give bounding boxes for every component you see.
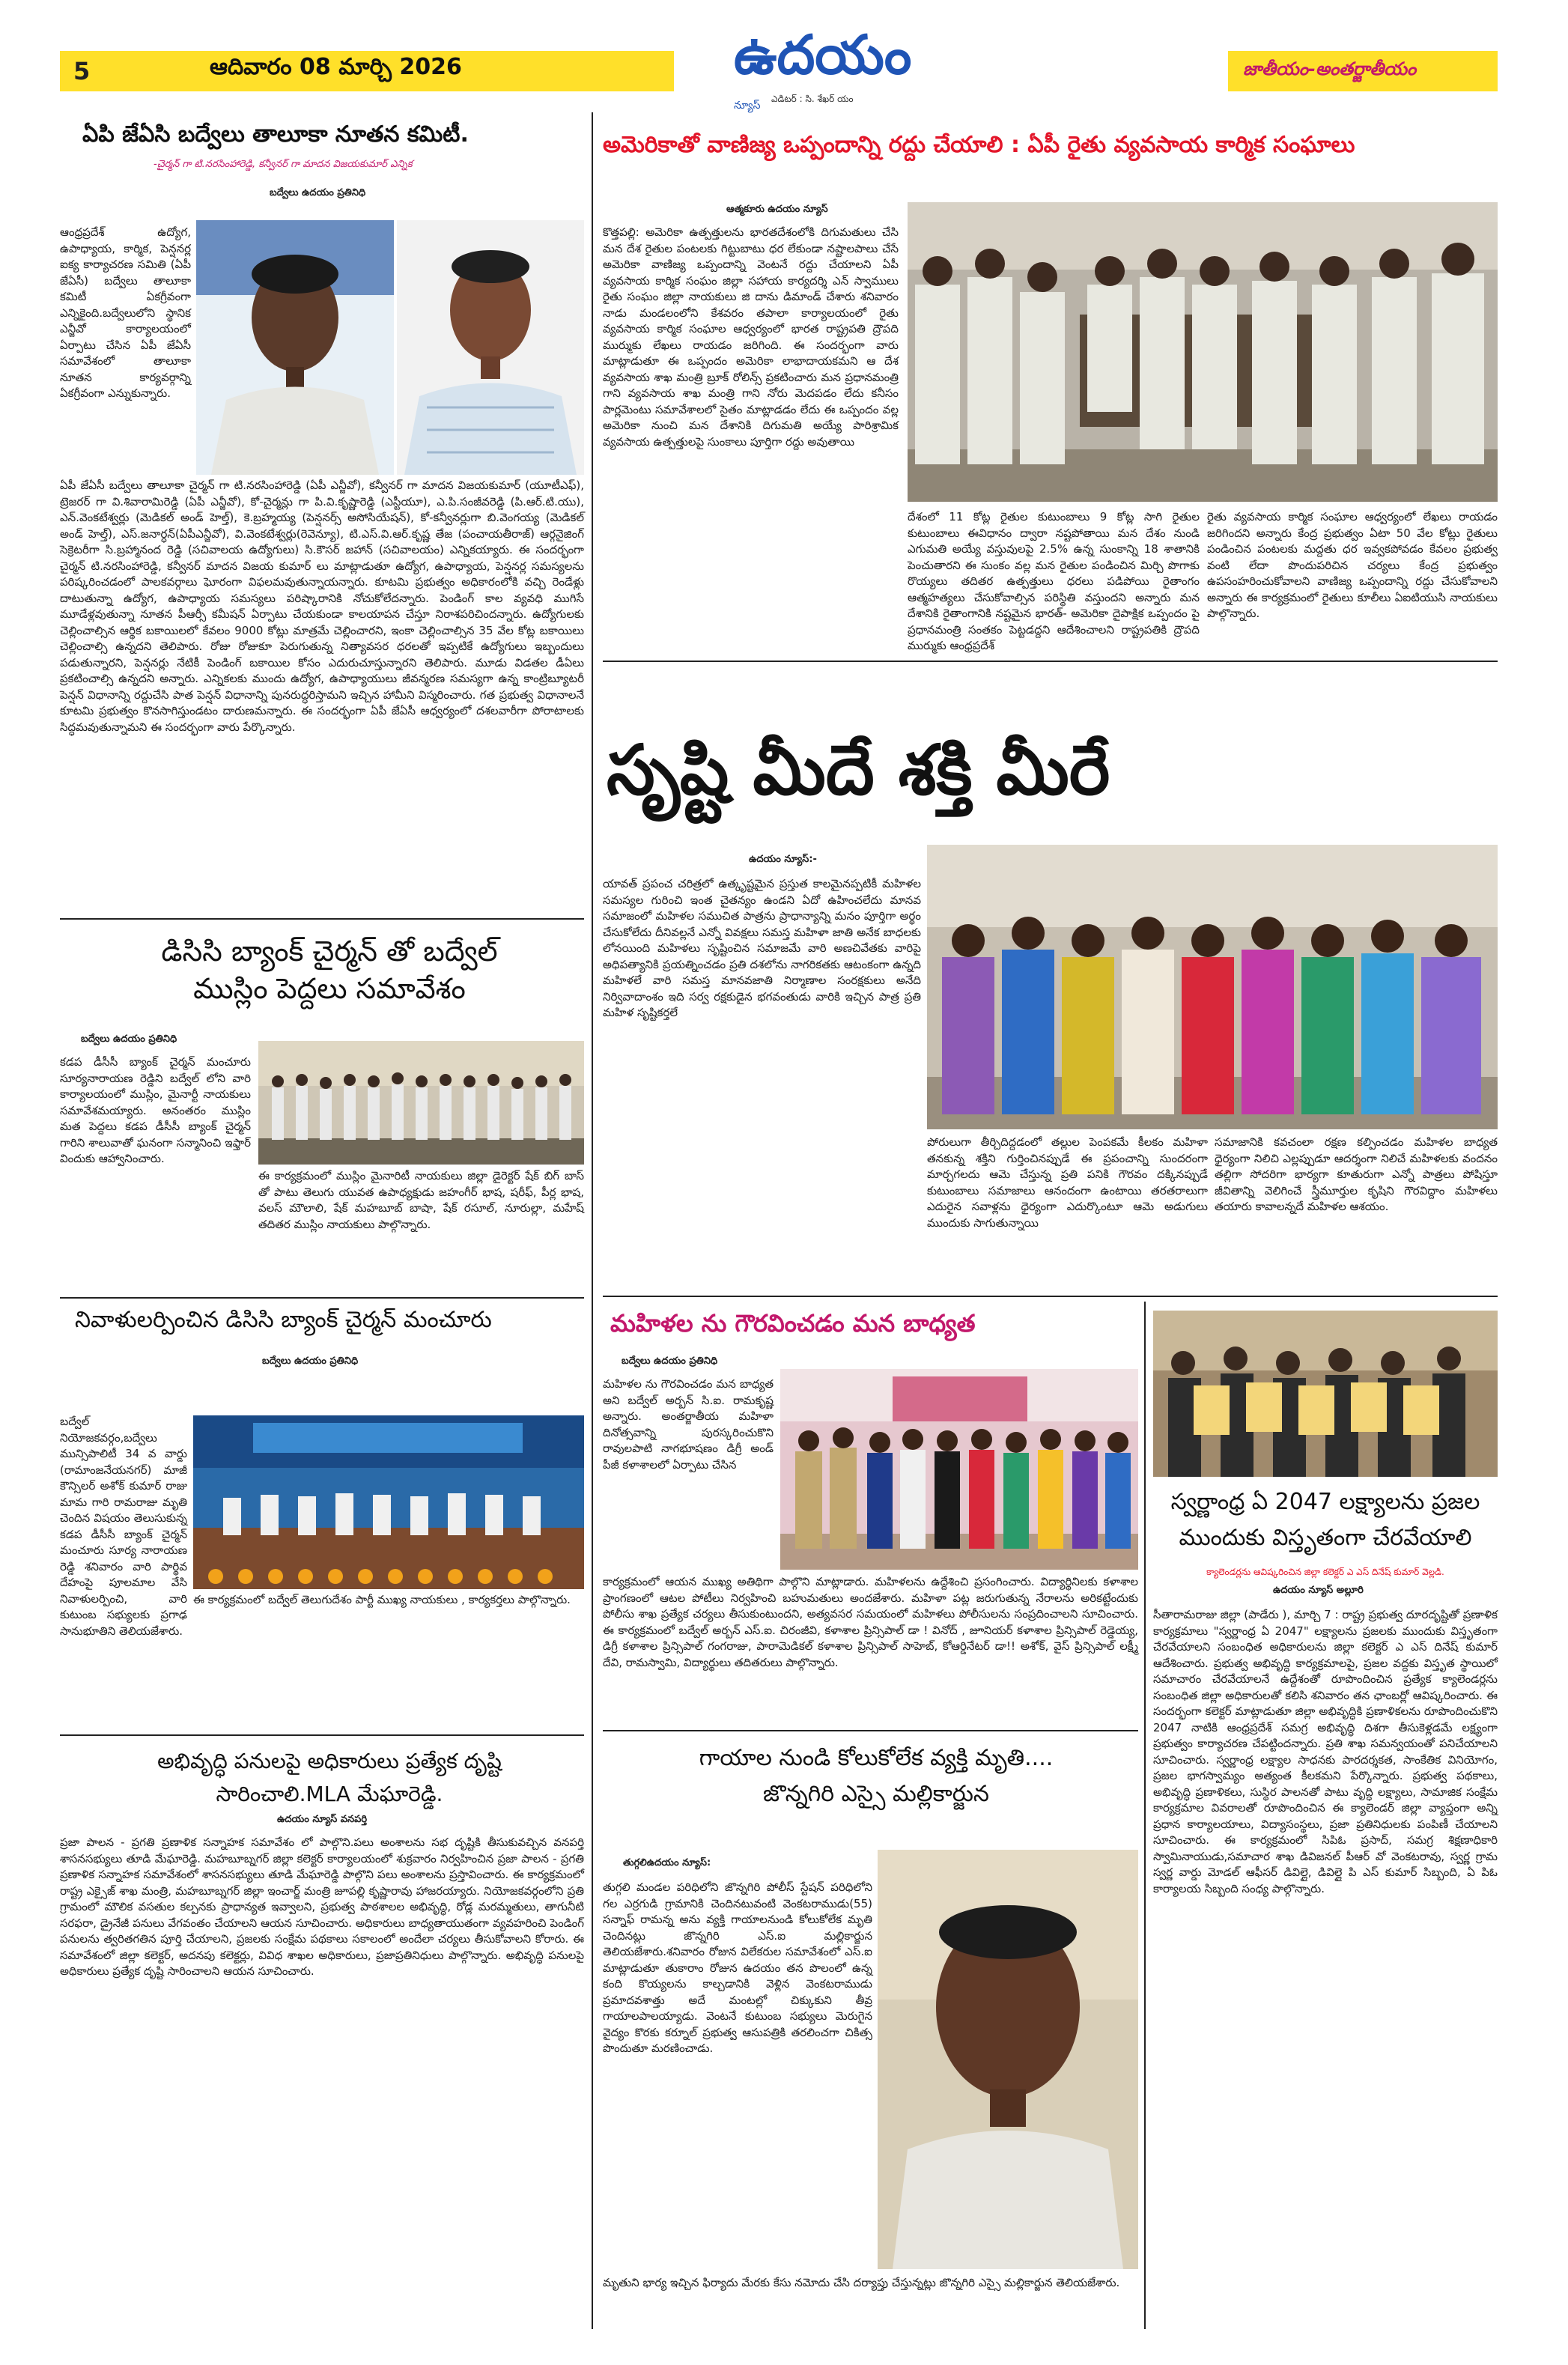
tribute-headline: నివాళులర్పించిన డిసిసి బ్యాంక్ చైర్మన్ మంచూరు — [75, 1307, 492, 1333]
trade-photo — [908, 202, 1498, 502]
death-body: మృతుని భార్య ఇచ్చిన ఫిర్యాదు మేరకు కేసు నమోదు చేసి దర్యాప్తు చేస్తున్నట్లు జొన్నగిరి ఎస్సై మల్లికార్జున తెలియజేశారు. — [603, 2276, 1120, 2289]
death-headline: గాయాల నుండి కోలుకోలేక వ్యక్తి మృతి.... — [699, 1745, 1054, 1771]
swarnandhra-headline: స్వర్ణాంధ్ర ఏ 2047 లక్ష్యాలను ప్రజల ముందుకు విస్తృతంగా చేరవేయాలి — [1170, 1489, 1480, 1551]
death-lead-text: తుగ్గలి మండల పరిధిలోని జొన్నగిరి పోలీస్ స్టేషన్ పరిధిలోని గల ఎర్రగుడి గ్రామానికి చెందినటువంటి వెంకటరాముడు(55) సన్నాఫ్ రామన్న అను వ్యక్తి గాయాలనుండి కోలుకోలేక మృతి చెందినట్లు జొన్నగిరి ఎస్.ఐ మల్లికార్జున తెలియజేశారు.శనివారం రోజున విలేకరుల సమావేశంలో ఎస్.ఐ మాట్లాడుతూ తుకారాం రోజున ఉదయం తన పొలంలో ఉన్న కంది కొయ్యలను కాల్చడానికి వెళ్లిన వెంకటరాముడు ప్రమాదవశాత్తు అదే మంటల్లో చిక్కుకుని తీవ్ర గాయాలపాలయ్యాడు. వెంటనే కుటుంబ సభ్యులు మెరుగైన వైద్యం కొరకు కర్నూల్ ప్రభుత్వ ఆసుపత్రికి తరలించగా చికిత్స పొందుతూ మరణించాడు. — [603, 1880, 876, 2055]
jac-headline: ఏపి జేఏసి బద్వేలు తాలూకా నూతన కమిటీ. — [82, 121, 469, 148]
shakti-photo — [927, 845, 1498, 1129]
column-divider — [592, 112, 593, 2329]
jac-portrait-1 — [196, 220, 394, 475]
issue-date: ఆదివారం 08 మార్చి 2026 — [210, 54, 462, 80]
dccb-headline: డిసిసి బ్యాంక్ చైర్మన్ తో బద్వేల్ ముస్లిం పెద్దలు సమావేశం — [161, 935, 498, 1005]
tribute-lead-text: బద్వేల్ నియోజకవర్గం,బద్వేలు మున్సిపాలిటీ 34 వ వార్డు (రామాంజనేయనగర్) మాజీ కౌన్సిలర్ అశోక్ కుమార్ రాజు మామ గారి రామరాజు మృతి చెందిన విషయం తెలుసుకున్న కడప డీసీసీ బ్యాంక్ చైర్మన్ మంచూరు సూర్య నారాయణ రెడ్డి శనివారం వారి పార్థివ దేహంపై పూలమాల వేసి నివాళులర్పించి, వారి కుటుంబ సభ్యులకు ప్రగాఢ సానుభూతిని తెలియజేశారు. — [60, 1415, 191, 1638]
dccb-body: ఈ కార్యక్రమంలో ముస్లిం మైనారిటీ నాయకులు జిల్లా డైరెక్టర్ షేక్ బిగ్ బాస్ తో పాటు తెలుగు యువత ఉపాధ్యక్షుడు జహంగీర్ భాష, షరీఫ్, పీర్ల భాష, వలస్ మౌలాలి, షేక్ మహబూబ్ బాషా, షేక్ రసూల్, నూరుల్లా, మహేష్ తదితర ముస్లిం నాయకులు పాల్గొన్నారు. — [258, 1169, 588, 1231]
women-photo — [780, 1369, 1138, 1570]
dccb-group-photo — [258, 1041, 584, 1165]
divider — [60, 1297, 584, 1299]
divider — [603, 1296, 1498, 1297]
jac-portrait-2 — [397, 220, 584, 475]
page-number: 5 — [73, 57, 91, 85]
trade-col1: కొత్తపల్లి: అమెరికా ఉత్పత్తులను భారతదేశంలోకి దిగుమతులు చేసి మన దేశ రైతుల పంటలకు గిట్టుబాటు ధర లేకుండా నష్టాలపాలు చేసే అమెరికా వాణిజ్య ఒప్పందాన్ని వెంటనే రద్దు చేయాలని ఏపీ వ్యవసాయ కార్మిక సంఘం జిల్లా సహాయ కార్యదర్శి ఎన్ స్వాములు రైతు సంఘం జిల్లా నాయకులు జి దాను డిమాండ్ చేశారు శనివారం నాడు మండలంలోని కేశవరం తపాలా కార్యాలయంలో రైతు వ్యవసాయ కార్మిక సంఘాల ఆధ్వర్యంలో భారత రాష్ట్రపతి ద్రౌపది ముర్ముకు లేఖలు రాయడం జరిగింది. ఈ సందర్భంగా వారు మాట్లాడుతూ ఈ ఒప్పందం అమెరికా లాభాదాయకమని ఆ దేశ వ్యవసాయ శాఖ మంత్రి బ్రూక్ రోలిన్స్ ప్రకటించారు మన ప్రధానమంత్రి గాని వ్యవసాయ శాఖ మంత్రి గాని నోరు మెదపడం లేదు కనీసం పార్లమెంటు సమావేశాలలో సైతం మాట్లాడడం లేదు ఈ ఒప్పందం వల్ల అమెరికా నుంచి మన దేశానికి దిగుమతి అయ్యే పారిశ్రామిక వ్యవసాయ ఉత్పత్తులపై సుంకాలు పూర్తిగా రద్దు అవుతాయి — [603, 225, 902, 449]
shakti-col2: పోరులుగా తీర్చిదిద్దడంలో తల్లుల పెంపకమే కీలకం మహిళా తనకున్న శక్తిని గుర్తించినప్పుడే ఈ ప్రపంచాన్ని సుందరంగా మార్చగలదు ఆమె చేస్తున్న ప్రతి పనికి గౌరవం దక్కినప్పుడే కుటుంబాలు సమాజాలు ఆనందంగా ఉంటాయి తరతరాలుగా ఎదురైన సవాళ్లను ధైర్యంగా ఎదుర్కొంటూ ఆమె అడుగులు ముందుకు సాగుతున్నాయి — [927, 1135, 1212, 1230]
women-college-photo — [780, 1369, 1138, 1570]
masthead-name: ఉదయం — [734, 22, 912, 86]
swarnandhra-photo — [1153, 1311, 1498, 1477]
swarnandhra-subline: క్యాలెండర్లను ఆవిష్కరించిన జిల్లా కలెక్టర్ ఎ ఎస్ దినేష్ కుమార్ వెల్లడి. — [1206, 1567, 1444, 1577]
jac-subline: -చైర్మన్ గా టి.నరసింహారెడ్డి, కన్వీనర్ గా మాదన విజయకుమార్ ఎన్నిక — [154, 159, 413, 170]
trade-byline: ఆత్మకూరు ఉదయం న్యూస్ — [726, 204, 828, 215]
tribute-event-photo — [193, 1415, 584, 1589]
swarnandhra-body: సీతారామరాజు జిల్లా (పాడేరు ), మార్చి 7 : రాష్ట్ర ప్రభుత్వ దూరదృష్టితో ప్రణాళిక కార్యక్రమాలు "స్వర్ణాంధ్ర ఏ 2047" లక్ష్యాలను ప్రజలకు ముందుకు విస్తృతంగా చేరవేయాలని సంబంధిత అధికారులను జిల్లా కలెక్టర్ ఎ ఎస్ దినేష్ కుమార్ ఆదేశించారు. ప్రభుత్వ అభివృద్ధి కార్యక్రమాలపై, ప్రజల వద్దకు విస్తృత స్థాయిలో సమాచారం చేరవేయాలనే ఉద్దేశంతో రూపొందించిన ప్రత్యేక క్యాలెండర్లను సంబంధిత జిల్లా అధికారులతో కలిసి శనివారం తన ఛాంబర్లో ఆవిష్కరించారు. ఈ సందర్భంగా కలెక్టర్ మాట్లాడుతూ జిల్లా అభివృద్ధికి ప్రణాళికలను రూపొందించుకొని 2047 నాటికి ఆంధ్రప్రదేశ్ సమగ్ర అభివృద్ధి దిశగా తీసుకెళ్లడమే లక్ష్యంగా ప్రభుత్వం కార్యాచరణ చేపట్టిందన్నారు. ప్రతి శాఖ సమన్వయంతో పనిచేయాలని సూచించారు. స్వర్ణాంధ్ర లక్ష్యాల సాధనకు పారదర్శకత, సాంకేతిక వినియోగం, ప్రజల భాగస్వామ్యం అత్యంత కీలకమని పేర్కొన్నారు. ప్రభుత్వ పథకాలు, అభివృద్ధి ప్రణాళికలు, సుస్థిర పాలనతో పాటు వృద్ధి లక్ష్యాలు, సామాజిక సంక్షేమ కార్యక్రమాల వివరాలతో రూపొందించిన ఈ క్యాలెండర్ జిల్లా వ్యాప్తంగా అన్ని ప్రధాన కార్యాలయాలు, విద్యాసంస్థలు, ప్రజా ప్రతినిధులకు పంపిణీ చేయాలని సూచించారు. ఈ కార్యక్రమంలో సిపిఓ ప్రసాద్, సమగ్ర శిక్షణాధికారి స్వామినాయుడు,సమాచార శాఖ డివిజనల్ పీఆర్ వో వెంకటరావు, స్వర్ణ గ్రామ స్వర్ణ వార్డు మోడల్ ఆఫీసర్ డివిల్లై, డివిల్లై పి ఎస్ కుమార్ సిబ్బంది, ఏ పిఓ కార్యాలయ సిబ్బంది సంధ్య పాల్గొన్నారు. — [1153, 1608, 1501, 1895]
divider — [60, 1734, 584, 1736]
divider — [603, 1730, 1138, 1731]
mla-headline: అభివృద్ధి పనులపై అధికారులు ప్రత్యేక దృష్టి సారించాలి.MLA మేఘారెడ్డి. — [157, 1749, 502, 1806]
swarnandhra-byline: ఉదయం న్యూస్ అల్లూరి — [1273, 1585, 1364, 1596]
women-lead-text: మహిళల ను గౌరవించడం మన బాధ్యత అని బద్వేల్ అర్బన్ సి.ఐ. రామకృష్ణ అన్నారు. అంతర్జాతీయ మహిళా దినోత్సవాన్ని పురస్కరించుకొని రావులపాటి నాగభూషణం డిగ్రీ అండ్ పీజీ కళాశాలలో ఏర్పాటు చేసిన — [603, 1377, 777, 1472]
trade-col2: దేశంలో 11 కోట్ల రైతుల కుటుంబాలు 9 కోట్ల సాగి రైతుల కుటుంబాలు ఈవిధానం ద్వారా నష్టపోతాయి మన దేశం నుండి ఎగుమతి అయ్యే వస్తువులపై 2.5% ఉన్న సుంకాన్ని 18 శాతానికి పెంచుతారని ఈ సుంకం వల్ల మన రైతుల పండించిన మిర్చి పొగాకు రొయ్యలు తదితర ఉత్పత్తులు ధరలు పడిపోయి రైతాంగం ఆత్మహత్యలు చేసుకోవాల్సిన పరిస్థితి వస్తుందని అన్నారు మన దేశానికి రైతాంగానికి నష్టమైన భారత్- అమెరికా దైపాక్షిక ఒప్పందం పై ప్రధానమంత్రి సంతకం పెట్టడద్దని ఆదేశించాలని రాష్ట్రపతికి ద్రౌపది ముర్ముకు ఆంధ్రప్రదేశ్ — [908, 510, 1203, 652]
death-portrait — [878, 1850, 1138, 2269]
death-photo — [878, 1850, 1138, 2269]
jac-photo-1 — [196, 220, 394, 475]
trade-col3: రైతు వ్యవసాయ కార్మిక సంఘాల ఆధ్వర్యంలో లేఖలు రాయడం జరిగిందని అన్నారు కేంద్ర ప్రభుత్వం ఏటా 50 వేల కోట్లు రైతులు పండించిన పంటలకు మద్దతు ధర ఇవ్వకపోవడం కేవలం ప్రభుత్వ వంటి లేదా పొందుపరిచిన చర్యలు కేంద్ర ప్రభుత్వం ఉపసంహరించుకోవాలని వాణిజ్య ఒప్పందాన్ని రద్దు చేసుకోవాలని అన్నారు ఈ కార్యక్రమంలో రైతులు కూలీలు ఏఐటియుసి నాయకులు పాల్గొన్నారు. — [1207, 510, 1501, 620]
jac-photo-2 — [397, 220, 584, 475]
trade-headline: అమెరికాతో వాణిజ్య ఒప్పందాన్ని రద్దు చేయాలి : ఏపీ రైతు వ్యవసాయ కార్మిక సంఘాలు — [603, 132, 1355, 158]
swarnandhra-calendar-photo — [1153, 1311, 1498, 1477]
death-subline: జొన్నగిరి ఎస్సై మల్లికార్జున — [763, 1781, 989, 1807]
trade-group-photo — [908, 202, 1498, 502]
mla-body: ప్రజా పాలన - ప్రగతి ప్రణాళిక సన్నాహక సమావేశం లో పాల్గొని.పలు అంశాలను సభ దృష్టికి తీసుకువచ్చిన వనపర్తి శాసనసభ్యులు తూడి మేఘారెడ్డి. మహబూబ్నగర్ జిల్లా కలెక్టర్ కార్యాలయంలో శుక్రవారం నిర్వహించిన ప్రజా పాలన - ప్రగతి ప్రణాళిక సన్నాహక సమావేశంలో శాసనసభ్యులు తూడి మేఘారెడ్డి పాల్గొని పలు అంశాలను ప్రస్తావించారు. ఈ కార్యక్రమంలో రాష్ట్ర ఎక్సైజ్ శాఖ మంత్రి, మహబూబ్నగర్ జిల్లా ఇంచార్జ్ మంత్రి జూపల్లి కృష్ణారావు హాజరయ్యారు. నియోజకవర్గంలోని ప్రతి గ్రామంలో మౌలిక వసతుల కల్పనకు ప్రాధాన్యత ఇవ్వాలని, ప్రభుత్వ పాఠశాలల అభివృద్ధి, రోడ్ల మరమ్మతులు, తాగునీటి సరఫరా, డ్రైనేజీ పనులు వేగవంతం చేయాలని ఆయన సూచించారు. అధికారులు బాధ్యతాయుతంగా వ్యవహరించి పెండింగ్ పనులను త్వరితగతిన పూర్తి చేయాలని, ప్రజలకు సంక్షేమ పథకాలు సకాలంలో అందేలా చర్యలు తీసుకోవాలని కోరారు. ఈ సమావేశంలో జిల్లా కలెక్టర్, అదనపు కలెక్టర్లు, వివిధ శాఖల అధికారులు, ప్రజాప్రతినిధులు పాల్గొన్నారు. అభివృద్ధి పనులపై అధికారులు ప్రత్యేక దృష్టి సారించాలని ఆయన సూచించారు. — [60, 1836, 588, 1978]
column-divider — [1144, 1302, 1146, 2329]
women-body: కార్యక్రమంలో ఆయన ముఖ్య అతిథిగా పాల్గొని మాట్లాడారు. మహిళలను ఉద్దేశించి ప్రసంగించారు. విద్యార్థినిలకు కళాశాల ప్రాంగణంలో ఆటల పోటీలు నిర్వహించి బహుమతులు అందజేశారు. మహిళా పట్ల జరుగుతున్న నేరాలను అరికట్టేందుకు పోలీసు శాఖ ప్రత్యేక చర్యలు తీసుకుంటుందని, అత్యవసర సమయంలో మహిళలు పోలీసులను సంప్రదించాలని సూచించారు. ఈ కార్యక్రమంలో బద్వేల్ అర్బన్ ఎస్.ఐ. చిరంజీవి, కళాశాల ప్రిన్సిపాల్ డా ! వినోద్ , జూనియర్ కళాశాల ప్రిన్సిపాల్ రెడ్డెయ్య, డిగ్రీ కళాశాల ప్రిన్సిపాల్ గంగరాజు, పారామెడికల్ కళాశాల ప్రిన్సిపాల్ సాహెబ్, కోఆర్డినేటర్ డా!! అశోక్, వైస్ ప్రిన్సిపాల్ లక్ష్మీ దేవి, రామస్వామి, విద్యార్థులు తదితరులు పాల్గొన్నారు. — [603, 1575, 1142, 1669]
jac-body: ఏపీ జేఏసీ బద్వేలు తాలూకా చైర్మన్ గా టి.నరసింహారెడ్డి (ఏపీ ఎన్జీవో), కన్వీనర్ గా మాదన విజయకుమార్ (యూటీఎఫ్), ట్రెజరర్ గా వి.శివారామిరెడ్డి (ఏపీ ఎన్జీవో), కో-చైర్మన్లు గా పి.వి.కృష్ణారెడ్డి (ఎస్టీయూ), ఎ.పి.సంజీవరెడ్డి (పి.ఆర్.టి.యు), ఎన్.వెంకటేశ్వర్లు (మెడికల్ అండ్ హెల్త్), కె.బ్రహ్మయ్య (పెన్షనర్స్ అసోసియేషన్), కో-కన్వీనర్లుగా బి.వెంగయ్య (మెడికల్ అండ్ హెల్త్), ఎస్.జనార్ధన్(ఏపీఎన్జీవో), వి.వెంకటేశ్వర్లు(రెవెన్యూ), టి.ఎస్.వి.ఆర్.కృష్ణ తేజ (పంచాయతీరాజ్) ఆర్గనైజింగ్ సెక్రెటరీగా సి.బ్రహ్మానంద రెడ్డి (సచివాలయ ఉద్యోగులు) సి.కౌసర్ జహాన్ (సచివాలయం) ఎన్నికయ్యారు. ఈ సందర్భంగా చైర్మన్ టి.నరసింహారెడ్డి, కన్వీనర్ మాదన విజయ కుమార్ లు మాట్లాడుతూ ఉద్యోగ, ఉపాధ్యాయ, పెన్షనర్ల సమస్యలను పరిష్కరించడంలో పాలకవర్గాలు ఘోరంగా విఫలమవుతున్నాయన్నారు. కూటమి ప్రభుత్వం అధికారంలోకి వచ్చి రెండేళ్లు దాటుతున్నా ఉద్యోగ, ఉపాధ్యాయ సమస్యలు పరిష్కారానికి నోచుకోలేదన్నారు. పెండింగ్ కాల వ్యవధి ముగిసే మూడేళ్లవుతున్నా నూతన పీఆర్సీ కమీషన్ ఏర్పాటు చేయకుండా కాలయాపన చేస్తూ నిరాశపరిచిందన్నారు. ఉద్యోగులకు చెల్లించాల్సిన ఆర్థిక బకాయిలలో కేవలం 9000 కోట్లు మాత్రమే చెల్లించారని, ఇంకా చెల్లించాల్సిన 35 వేల కోట్ల బకాయిలు చెల్లించాల్సి ఉన్నదని తెలిపారు. రోజు రోజుకూ పెరుగుతున్న నిత్యావసర ధరలతో ఇప్పటికే ఉద్యోగులు ఇబ్బందులు పడుతున్నారని, పెన్షనర్లు నేటికీ పెండింగ్ బకాయిల కోసం ఎదురుచూస్తున్నారని తెలిపారు. మూడు విడతల డీఏలు ప్రకటించాల్సి ఉన్నదని అన్నారు. ఎన్నికలకు ముందు ఉద్యోగ, ఉపాధ్యాయులు జీవన్మరణ సమస్యగా ఉన్న కాంట్రిబ్యూటరీ పెన్షన్ విధానాన్ని రద్దుచేసి పాత పెన్షన్ విధానాన్ని పునరుద్ధరిస్తామని ఇచ్చిన హామీని విస్మరించారు. గత ప్రభుత్వ విధానాలనే కూటమి ప్రభుత్వం కొనసాగిస్తుండటం దారుణమన్నారు. ఈ సందర్భంగా ఏపీ జేఏసీ ఆధ్వర్యంలో దశలవారీగా పోరాటాలకు సిద్ధమవుతున్నామని ఈ సందర్భంగా వారు పేర్కొన్నారు. — [60, 479, 588, 734]
mla-byline: ఉదయం న్యూస్ వనపర్తి — [277, 1814, 368, 1825]
women-headline: మహిళల ను గౌరవించడం మన బాధ్యత — [610, 1309, 976, 1338]
divider — [60, 918, 584, 920]
dccb-byline: బద్వేలు ఉదయం ప్రతినిధి — [81, 1033, 177, 1045]
section-name: జాతీయం-అంతర్జాతీయం — [1243, 58, 1417, 79]
shakti-col3: సమాజానికి కవచంలా రక్షణ కల్పించడం మహిళల బాధ్యత ధైర్యంగా నిలిచి ఎల్లప్పుడూ ఆదర్శంగా నిలిచే మహిళలకు వందనం తల్లిగా సోదరిగా భార్యగా కూతురుగా ఎన్నో పాత్రలు పోషిస్తూ జీవితాన్ని వెలిగించే స్త్రీమూర్తుల కృషిని గౌరవిద్దాం మహిళలు తయారు కావాలన్నదే మహిళల ఆశయం. — [1215, 1135, 1501, 1213]
tribute-body: ఈ కార్యక్రమంలో బద్వేల్ తెలుగుదేశం పార్టీ ముఖ్య నాయకులు , కార్యకర్తలు పాల్గొన్నారు. — [193, 1593, 571, 1606]
shakti-headline: సృష్టి మీదే శక్తి మీరే — [607, 730, 1110, 810]
jac-lead-text: ఆంధ్రప్రదేశ్ ఉద్యోగ, ఉపాధ్యాయ, కార్మిక, పెన్షనర్ల ఐక్య కార్యాచరణ సమితి (ఏపీ జేఏసీ) బద్వేలు తాలూకా కమిటీ ఏకగ్రీవంగా ఎన్నికైంది.బద్వేలులోని స్థానిక ఎన్జీవో కార్యాలయంలో ఏర్పాటు చేసిన ఏపీ జేఏసీ సమావేశంలో తాలూకా నూతన కార్యవర్గాన్ని ఏకగ్రీవంగా ఎన్నుకున్నారు. — [60, 225, 195, 400]
masthead-suffix: న్యూస్ — [734, 100, 761, 112]
shakti-col1: యావత్ ప్రపంచ చరిత్రలో ఉత్కృష్టమైన ప్రస్తుత కాలమైనప్పటికీ మహిళల సమస్యల గురించి ఇంత చైతన్యం ఉండని ఏదో ఉహించలేదు మానవ సమాజంలో మహిళల సముచిత పాత్రను ప్రాధాన్యాన్ని మనం పూర్తిగా అర్థం చేసుకోలేదు దీనివల్లనే ఎన్నో వివక్షలు సమస్త మహిళా జాతి అనేక బాధలకు లోనయింది మహిళలు సృష్టించిన సమాజమే వారి అణచివేతకు వారిపై అధిపత్యానికి ప్రయత్నించడం ప్రతి దశలోను నాగరికతకు ఆటంకంగా ఉన్నది మహిళలే వారి సమస్త మానవజాతి నిర్మాణాల సంరక్షకులు అనేది నిర్వివాదాంశం ఇది సర్వ రక్షకుడైన భగవంతుడు వారికి ఇచ్చిన పాత్ర ప్రతి మహిళ సృష్టికర్తలే — [603, 877, 925, 1019]
shakti-women-photo — [927, 845, 1498, 1129]
jac-byline: బద్వేలు ఉదయం ప్రతినిధి — [270, 187, 366, 198]
shakti-byline: ఉదయం న్యూస్:- — [749, 854, 817, 865]
women-byline: బద్వేలు ఉదయం ప్రతినిధి — [622, 1355, 718, 1367]
dccb-photo — [258, 1041, 584, 1165]
tribute-photo — [193, 1415, 584, 1589]
divider — [603, 661, 1498, 662]
dccb-lead-text: కడప డీసీసీ బ్యాంక్ చైర్మన్ మంచూరు సూర్యనారాయణ రెడ్డిని బద్వేల్ లోని వారి కార్యాలయంలో ముస్లిం, మైనార్టీ నాయకులు సమావేశమయ్యారు. అనంతరం ముస్లిం మత పెద్దలు కడప డీసీసీ బ్యాంక్ చైర్మన్ గారిని శాలువాతో ఘనంగా సన్మానించి ఇఫ్తార్ విందుకు ఆహ్వానించారు. — [60, 1055, 255, 1165]
death-byline: తుగ్గలిఉదయం న్యూస్: — [623, 1857, 711, 1868]
editor-line: ఎడిటర్ : సి. శేఖర్ యం — [771, 94, 854, 104]
tribute-byline: బద్వేలు ఉదయం ప్రతినిధి — [262, 1355, 359, 1367]
